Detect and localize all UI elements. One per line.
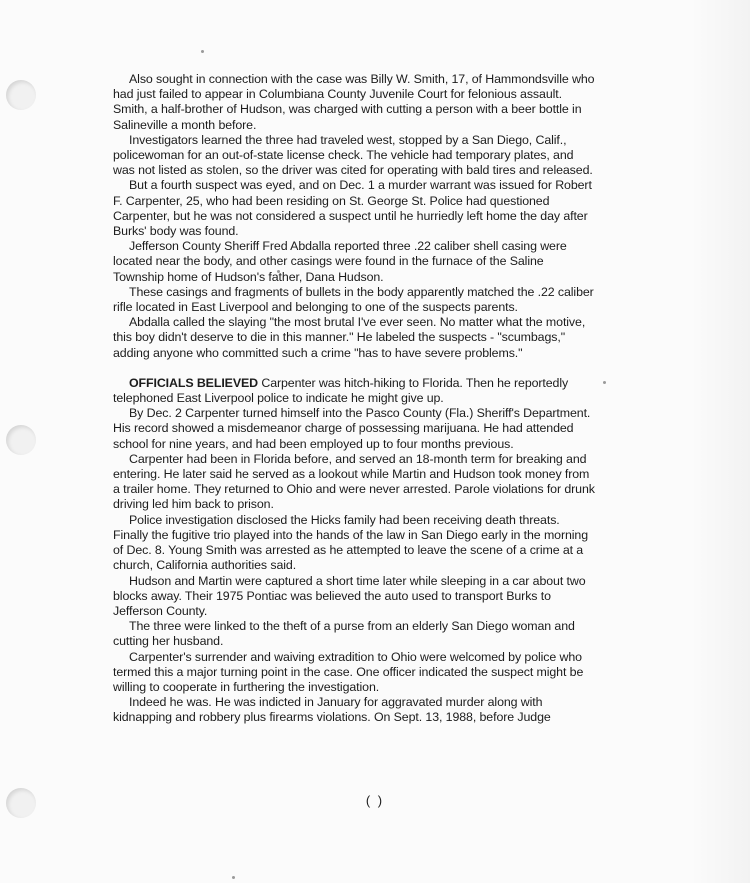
paragraph: By Dec. 2 Carpenter turned himself into the Pasco County (Fla.) Sheriff's Department. His record showed a misdemeanor charge of possessing marijuana. He had attended school for nine years, and had been employed up to four months previous.: [113, 406, 591, 451]
section-paragraph: [113, 376, 595, 406]
binder-hole-middle: [6, 425, 36, 455]
scan-speck: [201, 50, 204, 53]
article-body: [113, 72, 595, 726]
scan-speck: [232, 876, 235, 879]
paragraph: Police investigation disclosed the Hicks family had been receiving death threats. Finally the fugitive trio played into the hands of the law in San Diego early in the morning of Dec. 8. Young Smith was arrested as he attempted to leave the scene of a crime at a church, California authorities said.: [113, 512, 589, 573]
paragraph: These casings and fragments of bullets in the body apparently matched the .22 caliber rifle located in East Liverpool and belonging to one of the suspects parents.: [113, 284, 594, 315]
paragraph: Abdalla called the slaying "the most brutal I've ever seen. No matter what the motive, this boy didn't deserve to die in this manner." He labeled the suspects - "scumbags," adding anyone who committed such a crime "has to have severe problems.": [113, 315, 586, 360]
paragraph: Carpenter had been in Florida before, and served an 18-month term for breaking and entering. He later said he served as a lookout while Martin and Hudson took money from a trailer home. They returned to Ohio and were never arrested. Parole violations for drunk driving led him back to prison.: [113, 451, 595, 512]
section-lead-text: Carpenter was hitch-hiking to Florida. Then he reportedly telephoned East Liverpool police to indicate he might give up.: [113, 375, 569, 406]
paragraph: Jefferson County Sheriff Fred Abdalla reported three .22 caliber shell casing were located near the body, and other casings were found in the furnace of the Saline Township home of Hudson's father, Dana Hudson.: [113, 239, 567, 284]
paragraph: But a fourth suspect was eyed, and on Dec. 1 a murder warrant was issued for Robert F. Carpenter, 25, who had been residing on St. George St. Police had questioned Carpenter, but he was not considered a suspect until he hurriedly left home the day after Burks' body was found.: [113, 178, 592, 239]
paragraph: Carpenter's surrender and waiving extradition to Ohio were welcomed by police who termed this a major turning point in the case. One officer indicated the suspect might be willing to cooperate in furthering the investigation.: [113, 649, 584, 694]
binder-hole-top: [6, 80, 36, 110]
paragraph: Investigators learned the three had traveled west, stopped by a San Diego, Calif., policewoman for an out-of-state license check. The vehicle had temporary plates, and was not listed as stolen, so the driver was cited for operating with bald tires and released.: [113, 132, 593, 178]
paragraph: Indeed he was. He was indicted in January for aggravated murder along with kidnapping and robbery plus firearms violations. On Sept. 13, 1988, before Judge: [113, 695, 551, 725]
page-number: ( ): [365, 793, 385, 808]
paragraph: Hudson and Martin were captured a short time later while sleeping in a car about two blocks away. Their 1975 Pontiac was believed the auto used to transport Burks to Jefferson County.: [113, 573, 586, 618]
scan-speck: [603, 381, 606, 384]
paragraph: Also sought in connection with the case was Billy W. Smith, 17, of Hammondsville who had just failed to appear in Columbiana County Juvenile Court for felonious assault. Smith, a half-brother of Hudson, was charged with cutting a person with a beer bottle in Salineville a month before.: [113, 72, 595, 132]
section-heading: OFFICIALS BELIEVED: [129, 375, 258, 390]
scan-edge-shade: [690, 0, 750, 883]
paragraph: The three were linked to the theft of a purse from an elderly San Diego woman and cutting her husband.: [113, 619, 575, 649]
